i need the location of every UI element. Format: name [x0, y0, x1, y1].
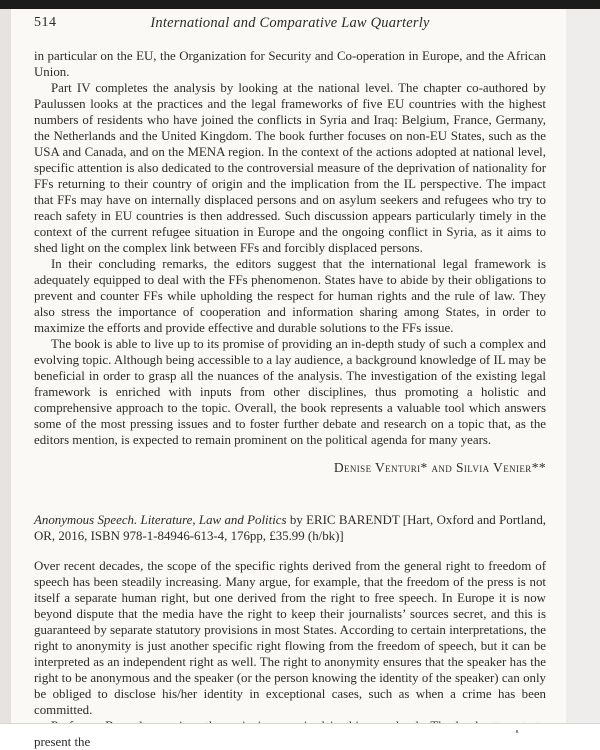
reviewer-signature: Denise Venturi* and Silvia Venier**	[333, 460, 546, 475]
scan-left-edge	[0, 9, 11, 723]
book-title: Anonymous Speech. Literature, Law and Politics	[34, 513, 287, 527]
review1-paragraph-concluding: In their concluding remarks, the editors suggest that the international legal framework is adequately equipped to deal with the FFs phenomenon. States have to abide by their obligations to prevent and counter FFs while upholding the respect for human rights and the rule of law. They also stress the importance of cooperation and information sharing among States, in order to maximize the efforts and provide effective and durable solutions to the FFs issue.	[34, 257, 546, 335]
journal-title: International and Comparative Law Quarterly	[150, 15, 430, 31]
scan-bottom-edge	[0, 723, 600, 730]
page-body	[34, 48, 546, 750]
review2-paragraph-intro: Over recent decades, the scope of the specific rights derived from the general right to freedom of speech has been steadily increasing. Many argue, for example, that the freedom of the press is not itself a separate human right, but one derived from the right to free speech. In Europe it is now beyond dispute that the media have the right to keep their journalists’ sources secret, and this is guaranteed by separate statutory provisions in most States. According to certain interpretations, the right to anonymity is just another specific right flowing from the freedom of speech, but it can be interpreted as an independent right as well. The right to anonymity ensures that the speaker has the right to be anonymous and the speaker (or the person knowing the identity of the speaker) can only be obliged to disclose his/her identity in exceptional cases, such as when a crime has been committed.	[34, 559, 546, 717]
scan-top-black-bar	[0, 0, 600, 9]
page-number: 514	[34, 15, 57, 30]
review2-paragraph-clipped: present the	[34, 735, 91, 749]
review1-paragraph-assessment: The book is able to live up to its promise of providing an in-depth study of such a complex and evolving topic. Although being accessible to a lay audience, a background knowledge of IL may be beneficial in order to grasp all the nuances of the analysis. The investigation of the existing legal framework is enriched with inputs from other disciplines, thus promoting a holistic and comprehensive approach to the topic. Overall, the book represents a valuable tool which answers some of the most pressing issues and to foster further debate and research on a topic that, as the editors mention, is expected to remain prominent on the political agenda for many years.	[34, 337, 546, 447]
review1-paragraph-continuation: in particular on the EU, the Organization for Security and Co-operation in Europe, and the African Union.	[34, 49, 546, 79]
journal-page	[11, 9, 566, 749]
book-review-heading	[34, 512, 546, 544]
review1-paragraph-part4: Part IV completes the analysis by looking at the national level. The chapter co-authored by Paulussen looks at the practices and the legal frameworks of five EU countries with the highest numbers of residents who have joined the conflicts in Syria and Iraq: Belgium, France, Germany, the Netherlands and the United Kingdom. The book further focuses on non-EU States, such as the USA and Canada, and on the MENA region. In the context of the actions adopted at national level, specific attention is also dedicated to the controversial measure of the deprivation of nationality for FFs returning to their country of origin and the implication from the IL perspective. The impact that FFs may have on internally displaced persons and on asylum seekers and refugees who try to reach safety in EU countries is then addressed. Such discussion appears particularly timely in the context of the current refugee situation in Europe and the ongoing conflict in Syria, as it aims to shed light on the complex link between FFs and forcibly displaced persons.	[34, 81, 546, 255]
book-publication-details: by ERIC BARENDT [Hart, Oxford and Portland, OR, 2016, ISBN 978-1-84946-613-4, 176pp, £35.99 (h/bk)]	[34, 513, 546, 543]
running-header	[34, 13, 546, 35]
